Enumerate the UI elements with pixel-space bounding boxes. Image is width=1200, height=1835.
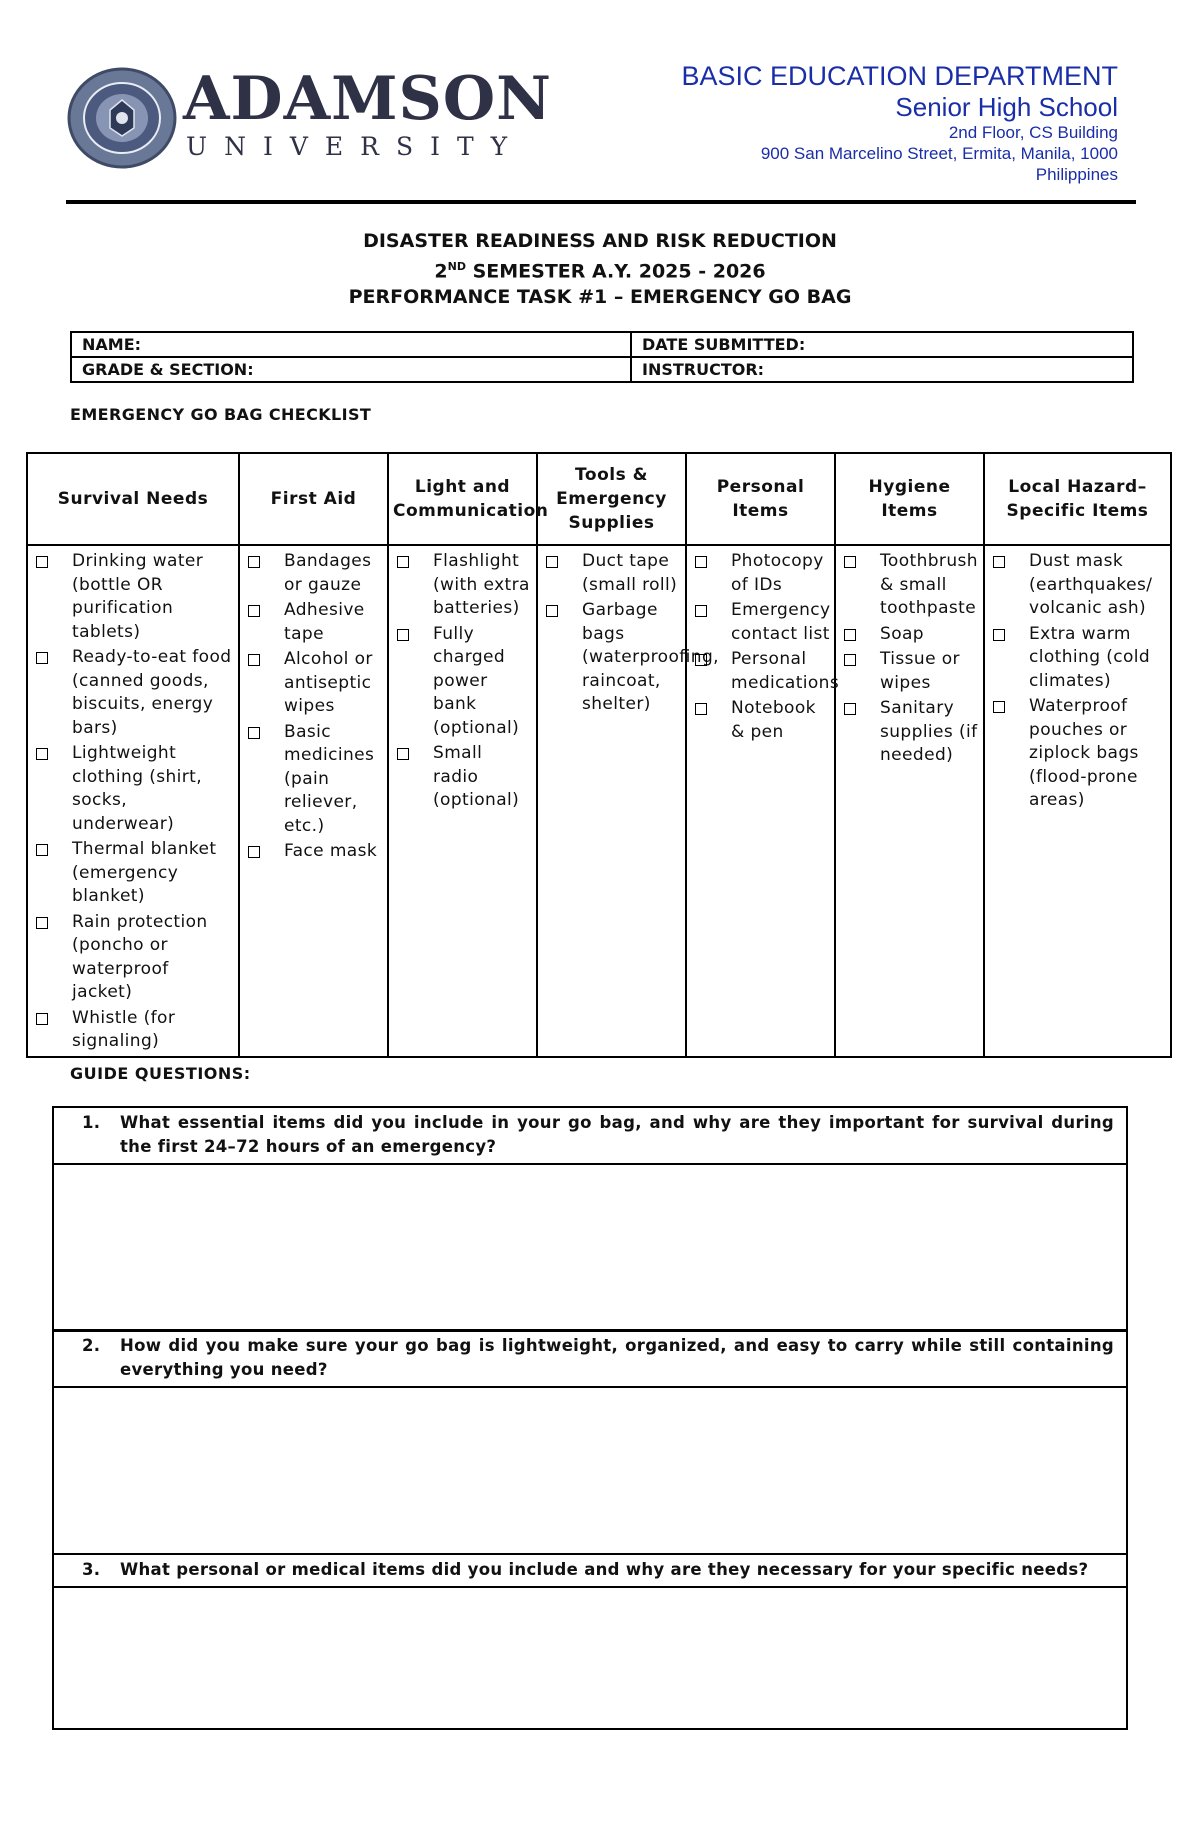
checklist-item [687, 697, 830, 744]
address-line-1: 2nd Floor, CS Building [948, 123, 1118, 142]
student-info-table [70, 331, 1134, 383]
semester-title: 2ND SEMESTER A.Y. 2025 - 2026 [434, 260, 766, 283]
checklist-item [836, 623, 979, 647]
go-bag-checklist [26, 452, 1172, 1058]
date-submitted-field[interactable]: DATE SUBMITTED: [631, 332, 1133, 357]
checklist-item-label: Basic medicines (pain reliever, etc.) [284, 721, 375, 836]
checklist-item [836, 550, 979, 621]
checklist-item [28, 911, 234, 1005]
checkbox-icon[interactable] [546, 556, 558, 568]
checkbox-icon[interactable] [695, 654, 707, 666]
checklist-item-label: Tissue or wipes [880, 649, 960, 693]
checklist-column [537, 545, 719, 1057]
document-titles [0, 228, 1200, 310]
question-block-1 [52, 1106, 1128, 1332]
checklist-item-label: Soap [880, 623, 925, 644]
checklist-column-header: Light and Communication [388, 453, 537, 545]
checkbox-icon[interactable] [844, 556, 856, 568]
task-title: PERFORMANCE TASK #1 – EMERGENCY GO BAG [348, 286, 852, 309]
checklist-item-label: Fully charged power bank (optional) [433, 623, 520, 738]
checkbox-icon[interactable] [248, 605, 260, 617]
university-name: ADAMSON [183, 64, 552, 134]
question-2: 2. How did you make sure your go bag is lightweight, organized, and easy to carry while still containing everything you need? [54, 1331, 1126, 1388]
checklist-item [836, 648, 979, 695]
checkbox-icon[interactable] [844, 703, 856, 715]
checklist-column [686, 545, 840, 1057]
checklist-item [28, 742, 234, 836]
checklist-item-label: Thermal blanket (emergency blanket) [72, 839, 217, 906]
checklist-item [985, 550, 1166, 621]
grade-section-field[interactable]: GRADE & SECTION: [71, 357, 631, 382]
checklist-item-label: Toothbrush & small toothpaste [880, 551, 978, 618]
checklist-item-label: Face mask [284, 841, 378, 861]
checklist-item [240, 840, 383, 864]
checkbox-icon[interactable] [993, 629, 1005, 641]
checklist-item [240, 599, 383, 646]
checklist-item [538, 550, 681, 597]
checklist-item [28, 550, 234, 644]
name-field[interactable]: NAME: [71, 332, 631, 357]
header-divider [66, 200, 1136, 204]
university-logo [66, 62, 552, 172]
university-subtitle: UNIVERSITY [186, 132, 525, 161]
checkbox-icon[interactable] [397, 556, 409, 568]
checklist-item-label: Drinking water (bottle OR purification tablets) [72, 551, 204, 642]
checklist-item-label: Duct tape (small roll) [582, 551, 678, 595]
checklist-item [28, 838, 234, 909]
question-1: 1. What essential items did you include in your go bag, and why are they important for survival during the first 24–72 hours of an emergency? [54, 1108, 1126, 1165]
checklist-item-label: Waterproof pouches or ziplock bags (flood-prone areas) [1029, 696, 1139, 810]
checkbox-icon[interactable] [546, 605, 558, 617]
department-name: BASIC EDUCATION DEPARTMENT [681, 61, 1118, 91]
checklist-column [984, 545, 1171, 1057]
checklist-column-header: Local Hazard–Specific Items [984, 453, 1171, 545]
checkbox-icon[interactable] [36, 556, 48, 568]
checklist-column-header: Hygiene Items [835, 453, 984, 545]
checklist-column [239, 545, 388, 1057]
checklist-item-label: Dust mask (earthquakes/ volcanic ash) [1029, 551, 1153, 618]
checklist-item [538, 599, 719, 717]
checklist-column-header: Survival Needs [27, 453, 239, 545]
checkbox-icon[interactable] [36, 844, 48, 856]
checklist-item [240, 721, 383, 839]
checkbox-icon[interactable] [248, 654, 260, 666]
checklist-item-label: Photocopy of IDs [731, 551, 824, 595]
checklist-item [389, 623, 532, 741]
checklist-item [389, 550, 532, 621]
checklist-column [388, 545, 537, 1057]
question-block-2 [52, 1329, 1128, 1555]
checklist-item [28, 646, 234, 740]
checklist-item-label: Personal medications [731, 649, 840, 693]
checkbox-icon[interactable] [397, 629, 409, 641]
checklist-column [27, 545, 239, 1057]
checklist-item [687, 550, 830, 597]
checklist-item-label: Garbage bags (waterproofing, raincoat, shelter) [582, 600, 719, 714]
checkbox-icon[interactable] [993, 701, 1005, 713]
checklist-item-label: Adhesive tape [284, 600, 365, 644]
answer-box-3[interactable] [54, 1588, 1126, 1728]
checkbox-icon[interactable] [248, 556, 260, 568]
checklist-item-label: Alcohol or antiseptic wipes [284, 649, 373, 716]
address-line-3: Philippines [1035, 165, 1118, 184]
checklist-item [985, 623, 1166, 694]
checklist-item-label: Extra warm clothing (cold climates) [1029, 623, 1151, 691]
checklist-item-label: Small radio (optional) [433, 743, 520, 810]
checklist-item-label: Sanitary supplies (if needed) [880, 698, 978, 765]
checklist-item-label: Bandages or gauze [284, 551, 372, 595]
question-3: 3. What personal or medical items did you include and why are they necessary for your specific needs? [54, 1555, 1126, 1588]
checkbox-icon[interactable] [36, 1013, 48, 1025]
checkbox-icon[interactable] [695, 556, 707, 568]
checkbox-icon[interactable] [397, 748, 409, 760]
checkbox-icon[interactable] [36, 748, 48, 760]
checklist-item-label: Notebook & pen [731, 698, 816, 742]
subject-title: DISASTER READINESS AND RISK REDUCTION [363, 230, 837, 252]
checklist-item [687, 599, 830, 646]
checklist-column-header: Tools & Emergency Supplies [537, 453, 686, 545]
checklist-item [240, 550, 383, 597]
university-seal-icon [66, 66, 178, 170]
checkbox-icon[interactable] [248, 846, 260, 858]
checklist-column [835, 545, 984, 1057]
checklist-item [389, 742, 532, 813]
checklist-column-header: Personal Items [686, 453, 835, 545]
instructor-field[interactable]: INSTRUCTOR: [631, 357, 1133, 382]
checkbox-icon[interactable] [248, 727, 260, 739]
checkbox-icon[interactable] [695, 605, 707, 617]
checklist-item-label: Flashlight (with extra batteries) [433, 551, 530, 618]
answer-box-2[interactable] [54, 1388, 1126, 1553]
checkbox-icon[interactable] [844, 654, 856, 666]
question-block-3 [52, 1553, 1128, 1730]
checklist-item-label: Ready-to-eat food (canned goods, biscuits, energy bars) [72, 647, 232, 738]
address-line-2: 900 San Marcelino Street, Ermita, Manila, 1000 [760, 144, 1118, 163]
checklist-item [28, 1007, 234, 1054]
checkbox-icon[interactable] [36, 917, 48, 929]
checkbox-icon[interactable] [993, 556, 1005, 568]
checklist-item [687, 648, 840, 695]
checklist-item [240, 648, 383, 719]
checkbox-icon[interactable] [844, 629, 856, 641]
checklist-item-label: Emergency contact list [731, 600, 831, 644]
checklist-column-header: First Aid [239, 453, 388, 545]
checklist-title: EMERGENCY GO BAG CHECKLIST [70, 405, 372, 424]
checklist-item-label: Lightweight clothing (shirt, socks, underwear) [72, 743, 203, 834]
checklist-item-label: Rain protection (poncho or waterproof jacket) [72, 911, 208, 1002]
checkbox-icon[interactable] [695, 703, 707, 715]
checklist-item-label: Whistle (for signaling) [72, 1007, 176, 1051]
checklist-item [985, 695, 1166, 813]
department-block [681, 60, 1118, 185]
checklist-item [836, 697, 979, 768]
guide-questions-title: GUIDE QUESTIONS: [70, 1064, 251, 1083]
school-name: Senior High School [895, 92, 1118, 122]
checkbox-icon[interactable] [36, 652, 48, 664]
answer-box-1[interactable] [54, 1165, 1126, 1330]
